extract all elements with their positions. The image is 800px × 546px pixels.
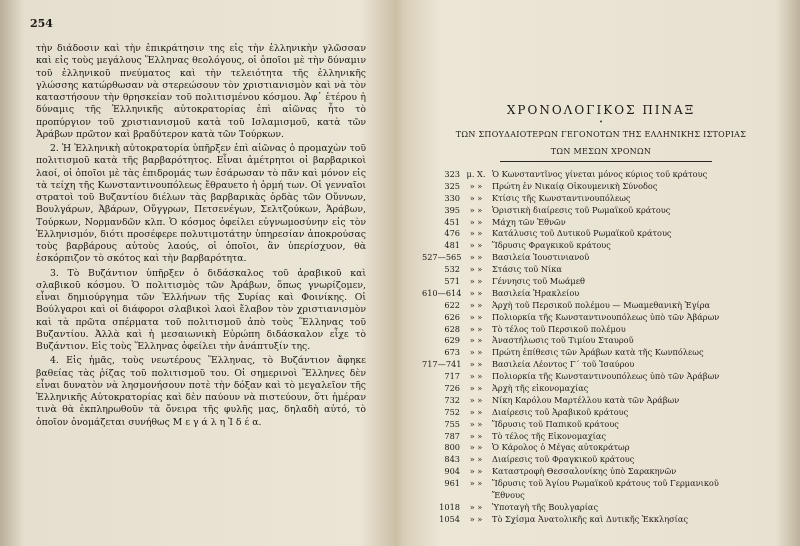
entry-event: Ἵδρυσις τοῦ Ἁγίου Ρωμαϊκοῦ κράτους τοῦ Γερμανικοῦ bbox=[492, 478, 719, 489]
left-page bbox=[0, 0, 398, 546]
entry-era: » » bbox=[469, 501, 483, 512]
entry-year: 732 bbox=[444, 394, 460, 405]
entry-event: Διαίρεσις τοῦ Φραγκικοῦ κράτους bbox=[492, 454, 635, 465]
chronology-row bbox=[422, 478, 792, 490]
entry-era: » » bbox=[469, 180, 483, 191]
entry-year: 673 bbox=[444, 347, 460, 358]
entry-era: » » bbox=[469, 299, 483, 310]
entry-year: 622 bbox=[444, 299, 460, 310]
entry-year: 628 bbox=[444, 323, 460, 334]
chronology-row bbox=[422, 335, 792, 347]
chronology-row bbox=[422, 514, 792, 526]
entry-era: » » bbox=[469, 252, 483, 263]
entry-event: Πρώτη ἐπίθεσις τῶν Ἀράβων κατὰ τῆς Κωνπόλεως bbox=[492, 347, 704, 358]
entry-year: 330 bbox=[444, 192, 460, 203]
entry-event: Μάχη τῶν Ἐθνῶν bbox=[492, 216, 566, 227]
entry-event: Ὁριστικὴ διαίρεσις τοῦ Ρωμαϊκοῦ κράτους bbox=[492, 204, 671, 215]
chronology-row bbox=[422, 395, 792, 407]
entry-event: Ἔθνους bbox=[492, 490, 525, 501]
entry-year: 451 bbox=[444, 216, 460, 227]
entry-era: » » bbox=[469, 513, 483, 524]
entry-year: 323 bbox=[444, 169, 460, 179]
entry-year: 476 bbox=[444, 228, 460, 239]
entry-era: » » bbox=[469, 228, 483, 239]
chronology-row bbox=[422, 276, 792, 288]
chronology-table bbox=[422, 169, 792, 526]
entry-event: Βασιλεία Λέοντος Γ΄ τοῦ Ἰσαύρου bbox=[492, 359, 635, 370]
chronology-row bbox=[422, 324, 792, 336]
chronology-row bbox=[422, 217, 792, 229]
entry-era: » » bbox=[469, 240, 483, 251]
chronology-row bbox=[422, 454, 792, 466]
entry-event: Στάσις τοῦ Νίκα bbox=[492, 264, 562, 275]
chronology-row bbox=[422, 383, 792, 395]
entry-event: Ἵδρυσις Φραγκικοῦ κράτους bbox=[492, 240, 611, 251]
entry-era bbox=[460, 490, 492, 502]
chronology-row bbox=[422, 252, 792, 264]
entry-era: » » bbox=[469, 454, 483, 465]
entry-event: Πολιορκία τῆς Κωνσταντινουπόλεως ὑπὸ τῶν Ἀβάρων bbox=[492, 311, 720, 322]
entry-event: Βασιλεία Ἰουστινιανοῦ bbox=[492, 252, 590, 263]
entry-era: » » bbox=[469, 276, 483, 287]
entry-era: μ. Χ. bbox=[466, 169, 486, 179]
entry-event: Πολιορκία τῆς Κωνσταντινουπόλεως ὑπὸ τῶν Ἀράβων bbox=[492, 371, 720, 382]
entry-era: » » bbox=[469, 323, 483, 334]
entry-event: Ὁ Κωνσταντῖνος γίνεται μόνος κύριος τοῦ κράτους bbox=[492, 169, 708, 179]
chronology-row bbox=[422, 312, 792, 324]
entry-year: 629 bbox=[444, 335, 460, 346]
entry-event: Τὸ τέλος τοῦ Περσικοῦ πολέμου bbox=[492, 323, 626, 334]
entry-event: Βασιλεία Ἡρακλείου bbox=[492, 287, 580, 298]
chronology-row bbox=[422, 169, 792, 181]
entry-era: » » bbox=[469, 466, 483, 477]
entry-year: 1054 bbox=[439, 513, 460, 524]
subtitle-line: ΤΩΝ ΣΠΟΥΔΑΙΟΤΕΡΩΝ ΓΕΓΟΝΟΤΩΝ ΤΗΣ ΕΛΛΗΝΙΚΗΣ ΙΣΤΟΡΙΑΣ bbox=[455, 130, 747, 139]
chronology-row bbox=[422, 359, 792, 371]
entry-era: » » bbox=[469, 204, 483, 215]
entry-event: Πρώτη ἐν Νικαίᾳ Οἰκουμενικὴ Σύνοδος bbox=[492, 180, 658, 191]
entry-year: 904 bbox=[444, 466, 460, 477]
right-page bbox=[402, 0, 800, 546]
entry-year: 610—614 bbox=[422, 287, 462, 298]
entry-year: 325 bbox=[444, 180, 460, 191]
chronology-row bbox=[422, 431, 792, 443]
entry-year: 571 bbox=[444, 276, 460, 287]
entry-era: » » bbox=[469, 442, 483, 453]
entry-era: » » bbox=[469, 311, 483, 322]
entry-year: 800 bbox=[444, 442, 460, 453]
entry-era: » » bbox=[469, 359, 483, 370]
entry-event: Νίκη Καρόλου Μαρτέλλου κατὰ τῶν Ἀράβων bbox=[492, 394, 680, 405]
entry-era: » » bbox=[469, 371, 483, 382]
entry-era: » » bbox=[469, 478, 483, 489]
page-number: 254 bbox=[30, 17, 53, 30]
chronology-row bbox=[422, 205, 792, 217]
entry-event: Τὸ Σχίσμα Ἀνατολικῆς καὶ Δυτικῆς Ἐκκλησίας bbox=[492, 513, 689, 524]
body-text bbox=[36, 43, 366, 431]
entry-year: 532 bbox=[444, 264, 460, 275]
entry-year: 395 bbox=[444, 204, 460, 215]
entry-event: Ἀρχὴ τῆς εἰκονομαχίας bbox=[492, 383, 589, 394]
entry-year: 481 bbox=[444, 240, 460, 251]
title-bullet: • bbox=[599, 119, 603, 126]
chronology-row bbox=[422, 240, 792, 252]
entry-era: » » bbox=[469, 347, 483, 358]
chronology-row bbox=[422, 264, 792, 276]
page-title: ΧΡΟΝΟΛΟΓΙΚΟΣ ΠΙΝΑΞ bbox=[506, 103, 696, 117]
entry-event: Διαίρεσις τοῦ Ἀραβικοῦ κράτους bbox=[492, 406, 629, 417]
entry-era: » » bbox=[469, 335, 483, 346]
chronology-row bbox=[422, 407, 792, 419]
entry-era: » » bbox=[469, 287, 483, 298]
entry-era: » » bbox=[469, 216, 483, 227]
chronology-row bbox=[422, 442, 792, 454]
paragraph: 2. Ἡ Ἑλληνικὴ αὐτοκρατορία ὑπῆρξεν ἐπὶ αἰῶνας ὁ προμαχὼν τοῦ πολιτισμοῦ κατὰ τῆς βαρβαρότητος. Εἶναι ἀμέτρητοι οἱ βαρβαρικοὶ λαοί, οἱ ὁποῖοι μὲ τὰς ἐπιδρομάς των ἐσάρωσαν τὸ πᾶν καὶ μόνον εἰς τὰ τείχη τῆς Κωνσταντινουπόλεως ἔθραυετο ἡ ὁρμή των. Οἱ γενναῖοι στρατοὶ τοῦ Βυζαντίου διέλων τὰς βαρβαρικὰς ὁρδὰς τῶν Οὔννων, Βουλγάρων, Ἀβάρων, Οὔγγρων, Πετσενέγων, Σελτζούκων, Ἀράβων, Τούρκων, Νορμανδῶν κλπ. Ὁ κόσμος ὀφείλει εὐγνωμοσύνην εἰς τὸν Ἑλληνισμόν, διότι προσέφερε πολυτιμοτάτην ὑπηρεσίαν ἀποκρούσας τοὺς βαρβάρους αὐτοὺς λαούς, οἱ ὁποῖοι, ἂν ὑπερίσχυον, θὰ ἐσκόρπιζον τὸ σκότος καὶ τὴν βαρβαρότητα. bbox=[36, 143, 366, 265]
entry-year: 527—565 bbox=[422, 252, 462, 263]
entry-year: 1018 bbox=[439, 501, 460, 512]
entry-event: Τὸ τέλος τῆς Εἰκονομαχίας bbox=[492, 430, 606, 441]
entry-era: » » bbox=[469, 418, 483, 429]
entry-year bbox=[422, 490, 460, 502]
entry-era: » » bbox=[469, 430, 483, 441]
chronology-row bbox=[422, 347, 792, 359]
chronology-row bbox=[422, 466, 792, 478]
divider bbox=[500, 161, 712, 162]
entry-event: Ἀρχὴ τοῦ Περσικοῦ πολέμου — Μωαμεθανικὴ Ἐγίρα bbox=[492, 299, 711, 310]
entry-event: Γέννησις τοῦ Μωάμεθ bbox=[492, 276, 585, 287]
chronology-row bbox=[422, 371, 792, 383]
chronology-row bbox=[422, 300, 792, 312]
paragraph: 4. Εἰς ἡμᾶς, τοὺς νεωτέρους Ἕλληνας, τὸ Βυζάντιον ἄφηκε βαθείας τὰς ῥίζας τοῦ πολιτισμοῦ του. Οἱ σημερινοὶ Ἕλληνες δὲν εἶναι δυνατὸν νὰ λησμονήσουν ποτὲ τὴν δόξαν καὶ τὸ μεγαλεῖον τῆς Ἑλληνικῆς Αὐτοκρατορίας καὶ δὲν παύουν νὰ πιστεύουν, ὅτι ἡμέραν τινὰ θὰ ἐκπληρωθοῦν τὰ ὄνειρα τῆς φυλῆς μας, δηλαδὴ αὐτό, τὸ ὁποῖον ὀνομάζεται συνήθως Μ ε γ ά λ η Ἰ δ έ α. bbox=[36, 355, 366, 428]
entry-era: » » bbox=[469, 394, 483, 405]
subtitle-line: ΤΩΝ ΜΕΣΩΝ ΧΡΟΝΩΝ bbox=[550, 147, 652, 156]
paragraph: τὴν διάδοσιν καὶ τὴν ἐπικράτησιν της εἰς τὴν ἑλληνικὴν γλῶσσαν καὶ εἰς τοὺς μεγάλους Ἕλληνας θεολόγους, οἱ ὁποῖοι μὲ τὴν δύναμιν τοῦ ἑλληνικοῦ πνεύματος καὶ τὴν τελειότητα τῆς ἑλληνικῆς γλώσσης κατώρθωσαν νὰ στερεώσουν τὸν χριστιανισμὸν καὶ νὰ τὸν καταστήσουν τὴν θρησκείαν τοῦ πολιτισμένου κόσμου. Ἀφ᾽ ἑτέρου ἡ δύναμις τῆς Ἑλληνικῆς αὐτοκρατορίας ἐπὶ αἰῶνας ἦτο τὸ προπύργιον τοῦ χριστιανισμοῦ κατὰ τοῦ Ισλαμισμοῦ, κατὰ τῶν Ἀράβων πρῶτον καὶ βραδύτερον κατὰ τῶν Τούρκων. bbox=[36, 43, 366, 140]
entry-era: » » bbox=[469, 406, 483, 417]
entry-year: 755 bbox=[444, 418, 460, 429]
chronology-row bbox=[422, 490, 792, 502]
paragraph: 3. Τὸ Βυζάντιον ὑπῆρξεν ὁ διδάσκαλος τοῦ ἀραβικοῦ καὶ σλαβικοῦ κόσμου. Ὁ πολιτισμὸς τῶν Ἀράβων, ὅπως γνωρίζομεν, εἶναι δημιούργημα τῶν Ἑλλήνων τῆς Συρίας καὶ Φοινίκης. Οἱ Βούλγαροι καὶ οἱ διάφοροι σλαβικοὶ λαοὶ ἔλαβον τὸν χριστιανισμὸν καὶ τὰ πρῶτα σπέρματα τοῦ πολιτισμοῦ ἀπὸ τοὺς Ἕλληνας τοῦ Βυζαντίου. Ἀλλὰ καὶ ἡ μεσαιωνικὴ Εὐρώπη διδάσκαλον εἶχε τὸ Βυζάντιον. Εἰς τοὺς Ἕλληνας ὀφείλει τὴν ἀνάπτυξίν της. bbox=[36, 267, 366, 352]
entry-event: Κατάλυσις τοῦ Δυτικοῦ Ρωμαϊκοῦ κράτους bbox=[492, 228, 672, 239]
entry-year: 752 bbox=[444, 406, 460, 417]
chronology-row bbox=[422, 193, 792, 205]
entry-event: Κτίσις τῆς Κωνσταντινουπόλεως bbox=[492, 192, 631, 203]
entry-year: 626 bbox=[444, 311, 460, 322]
entry-year: 717 bbox=[444, 371, 460, 382]
entry-year: 961 bbox=[444, 478, 460, 489]
entry-event: Ἵδρυσις τοῦ Παπικοῦ κράτους bbox=[492, 418, 619, 429]
entry-year: 787 bbox=[444, 430, 460, 441]
chronology-row bbox=[422, 502, 792, 514]
chronology-row bbox=[422, 419, 792, 431]
entry-era: » » bbox=[469, 383, 483, 394]
entry-event: Ὁ Κάρολος ὁ Μέγας αὐτοκράτωρ bbox=[492, 442, 630, 453]
entry-era: » » bbox=[469, 264, 483, 275]
entry-year: 717—741 bbox=[422, 359, 462, 370]
entry-event: Ὑποταγὴ τῆς Βουλγαρίας bbox=[492, 501, 599, 512]
entry-event: Καταστροφὴ Θεσσαλονίκης ὑπὸ Σαρακηνῶν bbox=[492, 466, 677, 477]
chronology-row bbox=[422, 288, 792, 300]
entry-event: Ἀναστήλωσις τοῦ Τιμίου Σταυροῦ bbox=[492, 335, 634, 346]
chronology-row bbox=[422, 181, 792, 193]
entry-year: 726 bbox=[444, 383, 460, 394]
entry-year: 843 bbox=[444, 454, 460, 465]
chronology-row bbox=[422, 228, 792, 240]
entry-era: » » bbox=[469, 192, 483, 203]
